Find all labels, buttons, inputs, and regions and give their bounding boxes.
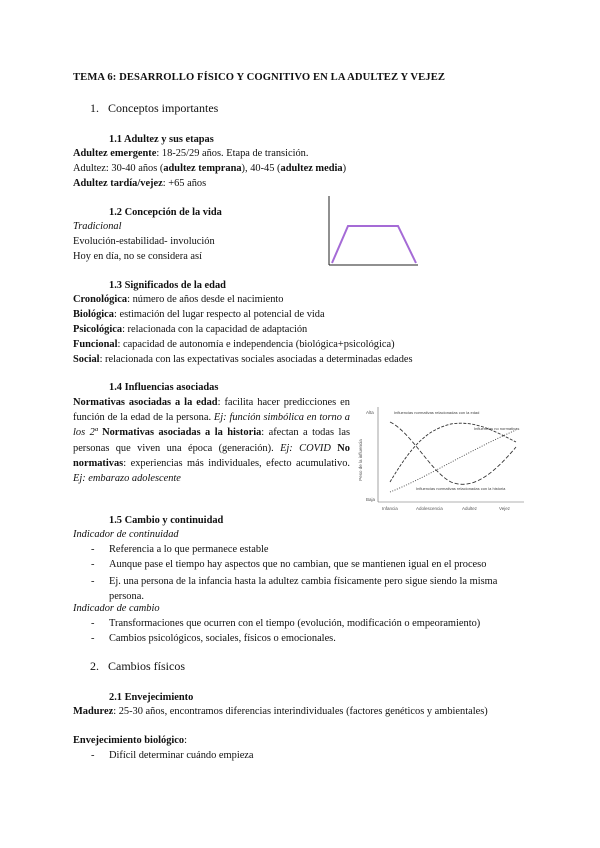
label-non-normative: Influencias no normativas	[474, 426, 520, 431]
subsection-1-4-heading: 1.4 Influencias asociadas	[109, 382, 219, 393]
curve-history-normative	[390, 423, 516, 482]
subsection-1-2-heading: 1.2 Concepción de la vida	[109, 207, 222, 218]
section-1-heading	[90, 101, 218, 116]
meaning-item: Cronológica: número de años desde el nacimiento	[73, 294, 284, 305]
curve-non-normative	[390, 430, 516, 492]
influences-paragraph: Normativas asociadas a la edad: facilita hacer predicciones en función de la edad de la persona. Ej: función simbólica en torno a los 2ª Normativas asociadas a la historia: afectan a todas las personas que viven una época (generación). Ej: COVID No normativas: experiencias más individuales, efecto acumulativo. Ej: embarazo adolescente	[73, 397, 350, 485]
meaning-item: Social: relacionada con las expectativas sociales asociadas a determinadas edades	[73, 354, 413, 365]
subsection-2-1-heading: 2.1 Envejecimiento	[109, 692, 194, 703]
x-tick-adolescencia: Adolescencia	[416, 506, 443, 511]
x-tick-vejez: Vejez	[499, 506, 511, 511]
section-2-label: Cambios físicos	[108, 659, 185, 673]
list-item: - Referencia a lo que permanece estable	[91, 544, 269, 555]
list-item: - Cambios psicológicos, sociales, físicos o emocionales.	[91, 633, 336, 644]
figure-y-axis-label: Peso de la influencia	[358, 439, 363, 481]
continuity-label: Indicador de continuidad	[73, 529, 179, 540]
subsection-1-3-heading: 1.3 Significados de la edad	[109, 280, 226, 291]
label-age-normative: Influencias normativas relacionadas con la edad	[394, 410, 480, 415]
adultez-line: Adultez: 30-40 años (adultez temprana), 40-45 (adultez media)	[73, 163, 347, 174]
adultez-tardia-line: Adultez tardía/vejez: +65 años	[73, 178, 207, 189]
x-tick-adultez: Adultez	[462, 506, 478, 511]
meaning-item: Psicológica: relacionada con la capacidad de adaptación	[73, 324, 308, 335]
change-label: Indicador de cambio	[73, 603, 160, 614]
document-title: TEMA 6: DESARROLLO FÍSICO Y COGNITIVO EN LA ADULTEZ Y VEJEZ	[73, 72, 446, 83]
tradicional-label: Tradicional	[73, 221, 122, 232]
evolucion-line: Evolución-estabilidad- involución	[73, 236, 215, 247]
meaning-item: Funcional: capacidad de autonomía e independencia (biológica+psicológica)	[73, 339, 395, 350]
label-history-normative: Influencias normativas relacionadas con la historia	[416, 486, 506, 491]
hoy-en-dia-line: Hoy en día, no se considera así	[73, 251, 202, 262]
influences-figure	[356, 402, 528, 514]
list-item: - Difícil determinar cuándo empieza	[91, 750, 254, 761]
section-2-heading	[90, 659, 185, 674]
subsection-1-1-heading: 1.1 Adultez y sus etapas	[109, 134, 214, 145]
envejecimiento-biologico-line: Envejecimiento biológico:	[73, 735, 187, 746]
list-item: - Aunque pase el tiempo hay aspectos que no cambian, que se mantienen igual en el proceso	[91, 559, 487, 570]
subsection-1-5-heading: 1.5 Cambio y continuidad	[109, 515, 224, 526]
trajectory-line	[332, 226, 416, 263]
madurez-line: Madurez: 25-30 años, encontramos diferencias interindividuales (factores genéticos y ambientales)	[73, 706, 488, 717]
figure-y-low: Baja	[366, 497, 376, 502]
figure-y-high: Alta	[366, 410, 374, 415]
section-2-number: 2.	[90, 659, 99, 673]
section-1-label: Conceptos importantes	[108, 101, 219, 115]
adultez-emergente-line: Adultez emergente: 18-25/29 años. Etapa de transición.	[73, 148, 309, 159]
section-1-number: 1.	[90, 101, 99, 115]
list-item: - Ej. una persona de la infancia hasta la adultez cambia físicamente pero sigue siendo la misma persona.	[91, 576, 498, 602]
meaning-item: Biológica: estimación del lugar respecto al potencial de vida	[73, 309, 325, 320]
life-trajectory-diagram	[326, 196, 421, 268]
list-item: - Transformaciones que ocurren con el tiempo (evolución, modificación o empeoramiento)	[91, 618, 481, 629]
x-tick-infancia: Infancia	[382, 506, 398, 511]
